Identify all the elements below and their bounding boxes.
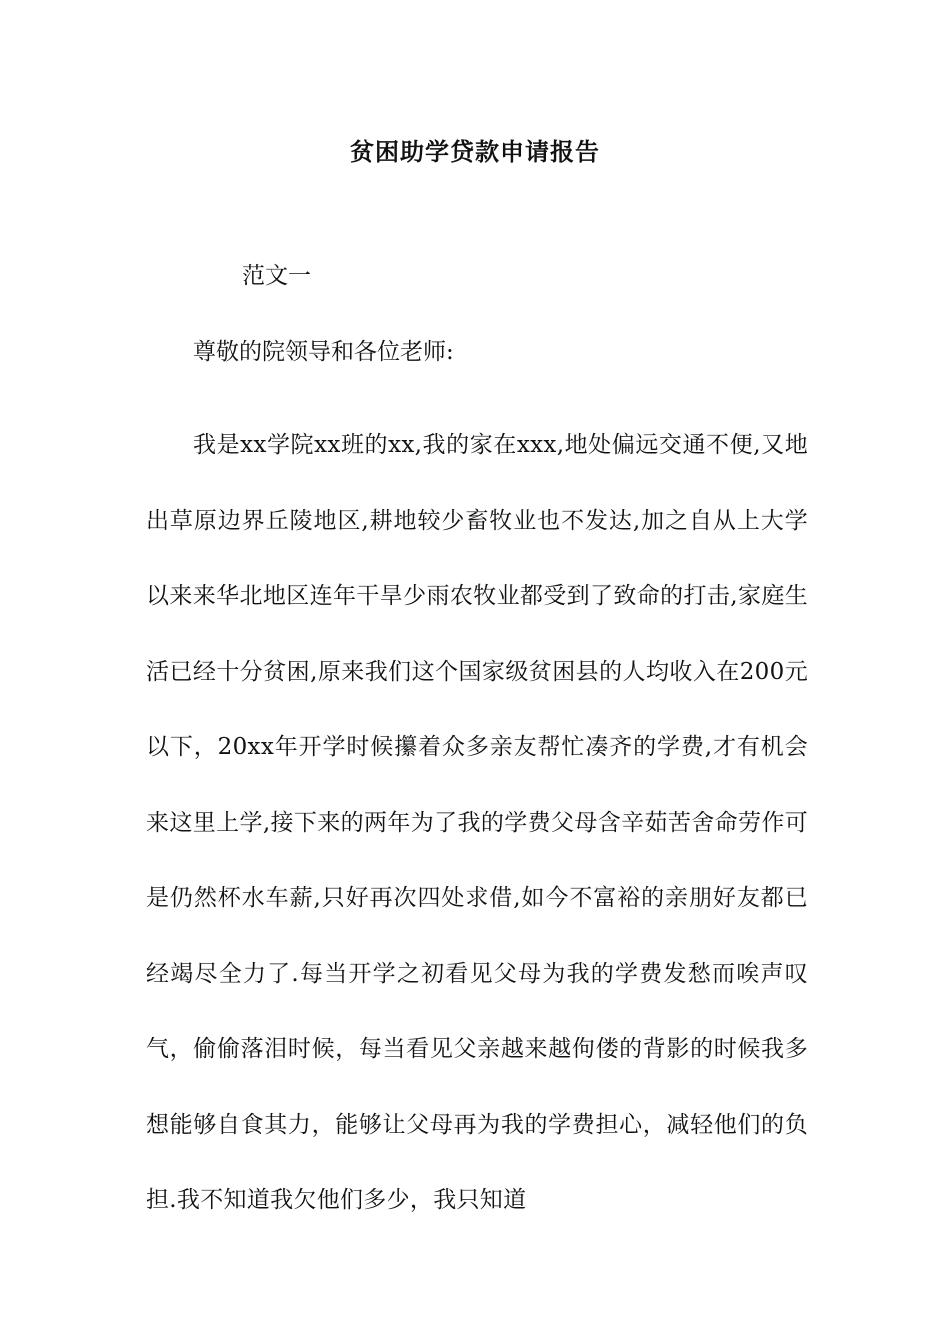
document-subheading: 范文一 (242, 263, 311, 289)
document-title: 贫困助学贷款申请报告 (350, 137, 600, 166)
salutation: 尊敬的院领导和各位老师: (193, 339, 454, 365)
body-paragraph: 我是xx学院xx班的xx,我的家在xxx,地处偏远交通不便,又地出草原边界丘陵地区,耕地较少畜牧业也不发达,加之自从上大学以来来华北地区连年干旱少雨农牧业都受到了致命的打击,家庭生活已经十分贫困,原来我们这个国家级贫困县的人均收入在200元以下，20xx年开学时候攥着众多亲友帮忙凑齐的学费,才有机会来这里上学,接下来的两年为了我的学费父母含辛茹苦舍命劳作可是仍然杯水车薪,只好再次四处求借,如今不富裕的亲朋好友都已经竭尽全力了.每当开学之初看见父母为我的学费发愁而唉声叹气，偷偷落泪时候，每当看见父亲越来越佝偻的背影的时候我多想能够自食其力，能够让父母再为我的学费担心，减轻他们的负担.我不知道我欠他们多少，我只知道 (146, 432, 808, 1213)
